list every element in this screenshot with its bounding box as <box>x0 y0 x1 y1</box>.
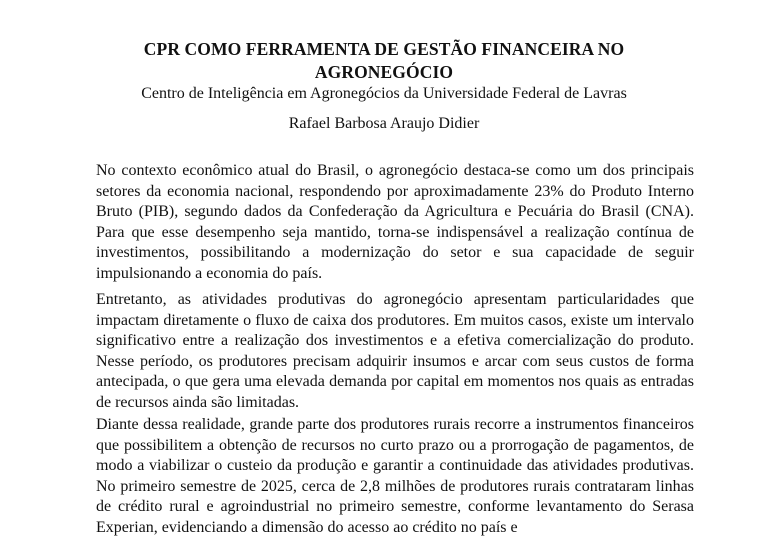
body-paragraph-3: Diante dessa realidade, grande parte dos produtores rurais recorre a instrumentos financeiros que possibilitem a obtenção de recursos no curto prazo ou a prorrogação de pagamentos, de modo a viabilizar o custeio da produção e garantir a continuidade das atividades produtivas. No primeiro semestre de 2025, cerca de 2,8 milhões de produtores rurais contrataram linhas de crédito rural e agroindustrial no primeiro semestre, conforme levantamento do Serasa Experian, evidenciando a dimensão do acesso ao crédito no país e <box>96 416 694 536</box>
document-title: CPR COMO FERRAMENTA DE GESTÃO FINANCEIRA NO AGRONEGÓCIO <box>143 39 625 82</box>
author-affiliation: Centro de Inteligência em Agronegócios da Universidade Federal de Lavras <box>141 85 627 102</box>
body-paragraph-1: No contexto econômico atual do Brasil, o agronegócio destaca-se como um dos principais setores da economia nacional, respondendo por aproximadamente 23% do Produto Interno Bruto (PIB), segundo dados da Confederação da Agricultura e Pecuária do Brasil (CNA). Para que esse desempenho seja mantido, torna-se indispensável a realização contínua de investimentos, possibilitando a modernização do setor e sua capacidade de seguir impulsionando a economia do país. <box>96 162 694 282</box>
author-name: Rafael Barbosa Araujo Didier <box>288 115 480 132</box>
body-paragraph-2: Entretanto, as atividades produtivas do agronegócio apresentam particularidades que impactam diretamente o fluxo de caixa dos produtores. Em muitos casos, existe um intervalo significativo entre a realização dos investimentos e a efetiva comercialização do produto. Nesse período, os produtores precisam adquirir insumos e arcar com seus custos de forma antecipada, o que gera uma elevada demanda por capital em momentos nos quais as entradas de recursos ainda são limitadas. <box>96 291 694 411</box>
